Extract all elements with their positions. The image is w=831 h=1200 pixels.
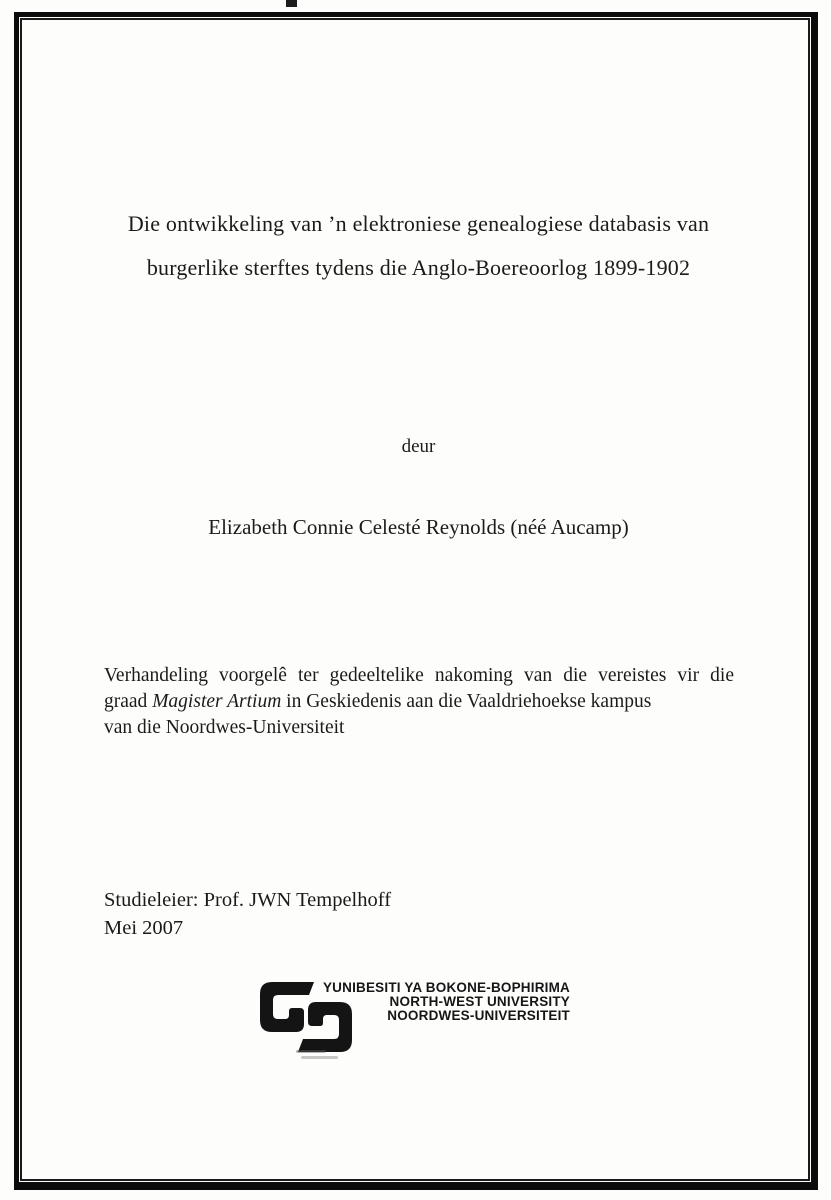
declaration-paragraph — [104, 663, 734, 741]
declaration-line-2 — [104, 689, 734, 715]
logo-name-setswana: YUNIBESITI YA BOKONE-BOPHIRIMA — [322, 980, 570, 995]
declaration-line-2-prefix: graad — [104, 691, 153, 712]
scan-artifact-smudge-1 — [296, 1050, 326, 1053]
nwu-logo-wordmark — [323, 981, 570, 1022]
author-name: Elizabeth Connie Celesté Reynolds (néé Aucamp) — [208, 515, 629, 539]
declaration-line-2-suffix: in Geskiedenis aan die Vaaldriehoekse kampus — [281, 691, 652, 712]
logo-name-afrikaans: NOORDWES-UNIVERSITEIT — [387, 1007, 570, 1023]
title-line-2: burgerlike sterftes tydens die Anglo-Boereoorlog 1899-1902 — [146, 255, 691, 280]
supervisor-line: Studieleier: Prof. JWN Tempelhoff — [104, 889, 392, 911]
scan-artifact-smudge-2 — [301, 1056, 338, 1059]
title-line-1: Die ontwikkeling van ’n elektroniese genealogiese databasis van — [127, 211, 710, 236]
declaration-line-3: van die Noordwes-Universiteit — [104, 717, 345, 738]
byline-label: deur — [401, 436, 436, 457]
credits-block — [104, 886, 391, 942]
date-line: Mei 2007 — [104, 917, 184, 939]
degree-name-italic: Magister Artium — [152, 691, 282, 712]
logo-name-english: NORTH-WEST UNIVERSITY — [389, 993, 570, 1009]
nwu-logo-link-shape — [260, 982, 314, 1032]
declaration-line-1: Verhandeling voorgelê ter gedeeltelike nakoming van die vereistes vir die — [104, 665, 734, 686]
scan-artifact-top — [286, 0, 297, 7]
